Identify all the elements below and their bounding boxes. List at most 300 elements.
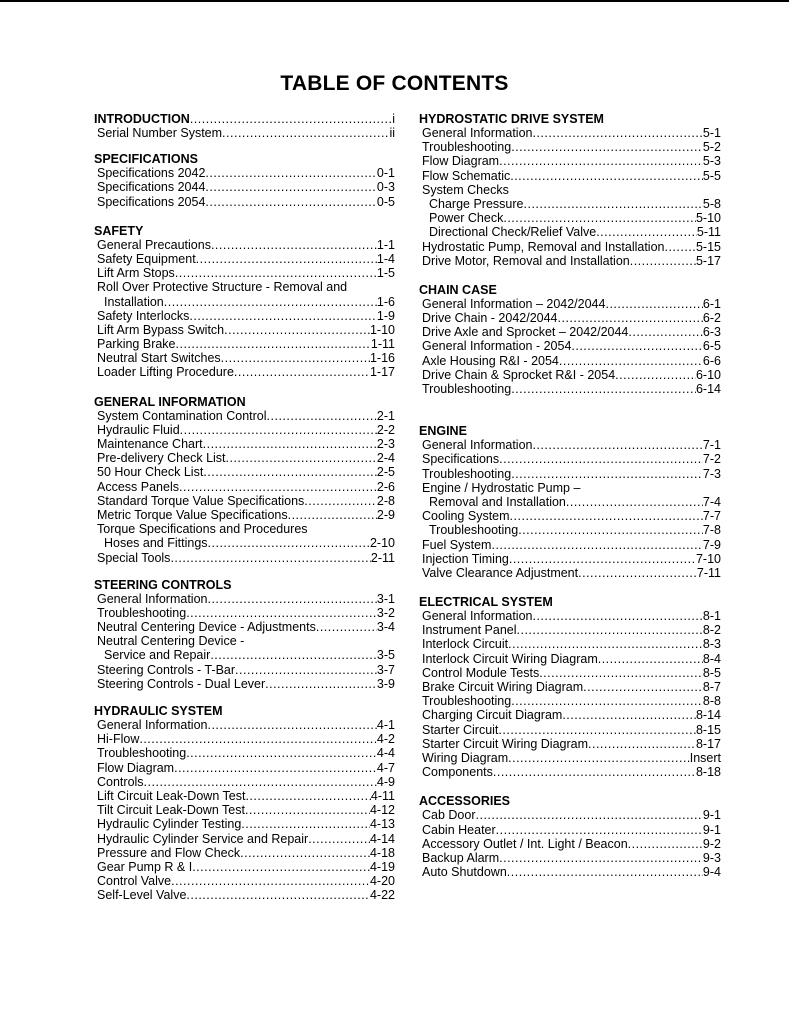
page-number: 9-1	[702, 808, 721, 823]
page-number: 4-19	[369, 859, 395, 874]
entry-label: Lift Circuit Leak-Down Test	[97, 788, 246, 803]
toc-entry[interactable]	[94, 252, 395, 266]
entry-label: Lift Arm Stops	[97, 266, 175, 281]
toc-entry[interactable]	[94, 508, 395, 522]
toc-entry[interactable]	[419, 837, 721, 851]
dot-leader	[559, 354, 703, 368]
toc-entry[interactable]	[94, 423, 395, 437]
toc-entry[interactable]	[419, 297, 721, 311]
entry-label: 50 Hour Check List	[97, 465, 204, 480]
entry-label: Charge Pressure	[429, 196, 524, 211]
page-number: 8-18	[695, 765, 721, 780]
entry-label: Drive Chain - 2042/2044	[422, 311, 558, 326]
section-heading: GENERAL INFORMATION	[94, 394, 246, 409]
dot-leader	[192, 860, 370, 874]
entry-label: Cabin Heater	[422, 822, 496, 837]
dot-leader	[598, 652, 703, 666]
page-number: 5-17	[695, 253, 721, 268]
entry-label: Neutral Centering Device - Adjustments	[97, 620, 316, 635]
dot-leader	[532, 126, 702, 140]
entry-label: Hydrostatic Pump, Removal and Installation	[422, 239, 665, 254]
page-number: 4-12	[369, 803, 395, 818]
page-number: 4-2	[376, 732, 395, 747]
toc-entry[interactable]	[419, 823, 721, 837]
toc-entry[interactable]	[94, 522, 395, 536]
toc-entry[interactable]	[419, 694, 721, 708]
section-heading: CHAIN CASE	[419, 282, 497, 297]
toc-entry[interactable]	[94, 323, 395, 337]
entry-label: Flow Diagram	[97, 760, 175, 775]
toc-entry[interactable]	[94, 888, 395, 902]
toc-entry[interactable]	[419, 126, 721, 140]
dot-leader	[493, 765, 696, 779]
entry-label: Troubleshooting	[97, 605, 187, 620]
page-number: 8-4	[702, 651, 721, 666]
dot-leader	[596, 225, 697, 239]
page-number: 2-4	[376, 451, 395, 466]
toc-entry[interactable]	[419, 552, 721, 566]
dot-leader	[207, 718, 376, 732]
entry-label: General Information	[422, 438, 533, 453]
toc-entry[interactable]	[419, 808, 721, 822]
toc-entry[interactable]	[94, 592, 395, 606]
toc-entry[interactable]	[419, 452, 721, 466]
dot-leader	[170, 551, 370, 565]
entry-label: Specifications	[422, 452, 500, 467]
page-number: 7-9	[702, 537, 721, 552]
dot-leader	[240, 846, 370, 860]
entry-label: General Information	[422, 126, 533, 140]
dot-leader	[566, 495, 703, 509]
page-number: 4-4	[376, 746, 395, 761]
dot-leader	[499, 154, 703, 168]
page-number: 9-1	[702, 822, 721, 837]
entry-label: Troubleshooting	[422, 382, 512, 396]
page-number: 2-2	[376, 422, 395, 437]
toc-entry[interactable]	[419, 368, 721, 382]
page-number: 3-1	[376, 591, 395, 606]
page-number: 4-1	[376, 718, 395, 732]
toc-entry[interactable]	[419, 680, 721, 694]
toc-entry[interactable]	[419, 851, 721, 865]
toc-entry[interactable]	[94, 337, 395, 351]
dot-leader	[628, 837, 703, 851]
dot-leader	[179, 480, 377, 494]
page-number: 6-14	[695, 382, 721, 396]
dot-leader	[205, 166, 377, 180]
toc-entry[interactable]	[94, 195, 395, 209]
dot-leader	[196, 252, 377, 266]
toc-entry[interactable]	[94, 365, 395, 379]
toc-entry[interactable]	[94, 663, 395, 677]
entry-label: Directional Check/Relief Valve	[429, 225, 597, 240]
page-number: 1-11	[370, 337, 395, 352]
entry-label: Troubleshooting	[422, 466, 512, 481]
page-number: 7-11	[696, 565, 721, 580]
page-number: 5-3	[702, 154, 721, 169]
page-number: 5-11	[696, 225, 721, 240]
page-number: 3-7	[376, 662, 395, 677]
entry-label: Lift Arm Bypass Switch	[97, 322, 225, 337]
dot-leader	[517, 623, 703, 637]
entry-label: Neutral Centering Device -	[97, 634, 245, 649]
entry-label: Hydraulic Cylinder Testing	[97, 817, 242, 832]
entry-label: Service and Repair	[104, 648, 211, 663]
dot-leader	[226, 451, 377, 465]
dot-leader	[308, 832, 370, 846]
toc-entry[interactable]	[419, 211, 721, 225]
dot-leader	[139, 732, 377, 746]
dot-leader	[491, 538, 702, 552]
toc-entry[interactable]	[94, 677, 395, 691]
toc-section-safety	[94, 224, 395, 380]
toc-entry[interactable]	[419, 154, 721, 168]
toc-entry[interactable]	[419, 509, 721, 523]
toc-entry[interactable]	[419, 708, 721, 722]
toc-entry[interactable]	[419, 865, 721, 879]
page-number: 5-15	[695, 239, 721, 254]
toc-entry[interactable]	[94, 295, 395, 309]
entry-label: Controls	[97, 774, 144, 789]
page-number: 6-6	[702, 353, 721, 368]
dot-leader	[186, 746, 377, 760]
page-number: 8-1	[702, 609, 721, 624]
dot-leader	[496, 823, 703, 837]
entry-label: Access Panels	[97, 479, 179, 494]
page-number: 3-9	[376, 676, 395, 691]
toc-entry[interactable]	[94, 166, 395, 180]
page-number: 8-7	[702, 680, 721, 694]
section-heading: ENGINE	[419, 424, 467, 439]
entry-label: Injection Timing	[422, 551, 509, 566]
toc-entry[interactable]	[94, 761, 395, 775]
page-number: 7-8	[702, 523, 721, 538]
entry-label: Fuel System	[422, 537, 492, 552]
section-heading: INTRODUCTION	[94, 112, 190, 126]
entry-label: Control Module Tests	[422, 665, 540, 680]
entry-label: Metric Torque Value Specifications	[97, 507, 288, 522]
toc-entry[interactable]	[419, 623, 721, 637]
dot-leader	[186, 606, 377, 620]
entry-label: Tilt Circuit Leak-Down Test	[97, 803, 245, 818]
entry-label: Steering Controls - T-Bar	[97, 662, 236, 677]
dot-leader	[562, 708, 696, 722]
toc-entry[interactable]	[419, 438, 721, 452]
toc-entry[interactable]	[94, 180, 395, 194]
toc-section-hydrostatic-drive-system	[419, 112, 721, 268]
dot-leader	[186, 888, 370, 902]
page-number: 4-14	[369, 831, 395, 846]
toc-entry[interactable]	[94, 451, 395, 465]
toc-entry[interactable]	[94, 551, 395, 565]
dot-leader	[208, 536, 370, 550]
entry-label: Troubleshooting	[422, 140, 512, 155]
page-number: 5-5	[702, 168, 721, 183]
dot-leader	[222, 126, 389, 140]
section-heading: SAFETY	[94, 223, 144, 238]
toc-entry[interactable]	[419, 254, 721, 268]
toc-entry[interactable]	[419, 737, 721, 751]
top-border-line	[0, 0, 789, 2]
dot-leader	[511, 382, 696, 396]
dot-leader	[558, 311, 703, 325]
toc-entry[interactable]	[419, 169, 721, 183]
entry-label: General Information - 2054	[422, 339, 572, 354]
toc-entry[interactable]	[419, 339, 721, 353]
entry-label: Safety Equipment	[97, 251, 196, 266]
toc-entry[interactable]	[419, 197, 721, 211]
toc-entry[interactable]	[419, 652, 721, 666]
dot-leader	[190, 112, 392, 126]
entry-label: Hydraulic Cylinder Service and Repair	[97, 831, 309, 846]
page-number: 5-1	[702, 126, 721, 140]
toc-entry[interactable]	[94, 480, 395, 494]
entry-label: Charging Circuit Diagram	[422, 708, 563, 723]
dot-leader	[588, 737, 696, 751]
page-number: 1-9	[376, 308, 395, 323]
page-number: 8-5	[702, 665, 721, 680]
dot-leader	[205, 180, 377, 194]
toc-entry[interactable]	[419, 495, 721, 509]
dot-leader	[189, 309, 377, 323]
page-number: 2-5	[376, 465, 395, 480]
toc-entry[interactable]	[94, 309, 395, 323]
page-number: 2-8	[376, 493, 395, 508]
page-number: 4-20	[369, 874, 395, 889]
dot-leader	[316, 620, 377, 634]
page-number: 6-10	[695, 367, 721, 382]
entry-label: Components	[422, 765, 493, 780]
entry-label: Brake Circuit Wiring Diagram	[422, 680, 584, 694]
toc-entry[interactable]	[419, 538, 721, 552]
toc-entry[interactable]	[94, 351, 395, 365]
section-heading: HYDRAULIC SYSTEM	[94, 704, 223, 718]
dot-leader	[245, 803, 370, 817]
entry-label: Special Tools	[97, 550, 171, 565]
toc-entry[interactable]	[94, 718, 395, 732]
page-number: 7-1	[702, 438, 721, 453]
entry-label: Standard Torque Value Specifications	[97, 493, 305, 508]
dot-leader	[265, 677, 377, 691]
toc-entry[interactable]	[419, 354, 721, 368]
dot-leader	[176, 337, 371, 351]
dot-leader	[571, 339, 703, 353]
page-number: 1-17	[369, 365, 395, 380]
entry-label: Specifications 2054	[97, 194, 206, 209]
entry-label: Installation	[104, 294, 164, 309]
entry-label: Wiring Diagram	[422, 750, 509, 765]
section-heading: ACCESSORIES	[419, 794, 510, 809]
entry-label: Control Valve	[97, 874, 172, 889]
page-number: Insert	[689, 750, 721, 765]
toc-entry[interactable]	[419, 225, 721, 239]
toc-entry[interactable]	[94, 832, 395, 846]
entry-label: Troubleshooting	[97, 746, 187, 761]
dot-leader	[583, 680, 703, 694]
toc-entry[interactable]	[94, 732, 395, 746]
toc-entry[interactable]	[419, 183, 721, 197]
toc-entry[interactable]	[419, 325, 721, 339]
dot-leader	[628, 325, 703, 339]
page-number: 6-5	[702, 339, 721, 354]
section-heading: STEERING CONTROLS	[94, 577, 232, 592]
toc-entry[interactable]	[419, 382, 721, 396]
toc-entry[interactable]	[94, 803, 395, 817]
page-number: 1-6	[376, 294, 395, 309]
page-number: 1-16	[369, 351, 395, 366]
entry-label: Instrument Panel	[422, 623, 517, 638]
toc-entry[interactable]	[94, 126, 395, 140]
toc-entry[interactable]	[419, 240, 721, 254]
toc-entry[interactable]	[94, 648, 395, 662]
dot-leader	[510, 169, 703, 183]
page-number: 0-1	[376, 166, 395, 181]
toc-entry[interactable]	[419, 523, 721, 537]
toc-entry[interactable]	[419, 467, 721, 481]
page-number: 1-1	[376, 237, 395, 252]
page-number: 3-4	[376, 620, 395, 635]
dot-leader	[211, 238, 377, 252]
toc-entry[interactable]	[94, 606, 395, 620]
toc-right-column	[419, 112, 721, 879]
entry-label: Drive Axle and Sprocket – 2042/2044	[422, 325, 629, 340]
dot-leader	[511, 140, 703, 154]
entry-label: Pre-delivery Check List	[97, 451, 226, 466]
entry-label: Drive Motor, Removal and Installation	[422, 253, 630, 268]
entry-label: Hydraulic Fluid	[97, 422, 180, 437]
toc-entry[interactable]	[419, 311, 721, 325]
entry-label: Specifications 2042	[97, 166, 206, 181]
toc-entry[interactable]	[94, 465, 395, 479]
dot-leader	[241, 817, 370, 831]
dot-leader	[476, 808, 703, 822]
toc-entry[interactable]	[419, 140, 721, 154]
toc-section-specifications	[94, 152, 395, 209]
toc-section-steering-controls	[94, 578, 395, 691]
dot-leader	[508, 751, 690, 765]
page-number: 7-2	[702, 452, 721, 467]
page-number: 7-4	[702, 494, 721, 509]
toc-section-chain-case	[419, 283, 721, 396]
page-number: i	[392, 112, 395, 126]
section-heading-link[interactable]	[94, 112, 395, 126]
entry-label: Self-Level Valve	[97, 888, 187, 903]
page-number: 8-8	[702, 694, 721, 709]
toc-entry[interactable]	[94, 494, 395, 508]
entry-label: Gear Pump R & I	[97, 859, 193, 874]
dot-leader	[267, 409, 377, 423]
dot-leader	[245, 789, 370, 803]
toc-entry[interactable]	[94, 536, 395, 550]
page-number: 5-10	[695, 211, 721, 226]
toc-entry[interactable]	[94, 409, 395, 423]
entry-label: Removal and Installation	[429, 494, 566, 509]
dot-leader	[288, 508, 377, 522]
toc-entry[interactable]	[94, 775, 395, 789]
dot-leader	[224, 323, 370, 337]
page-number: 0-3	[376, 180, 395, 195]
dot-leader	[207, 592, 376, 606]
page-number: 6-2	[702, 311, 721, 326]
dot-leader	[511, 467, 703, 481]
toc-entry[interactable]	[94, 238, 395, 252]
dot-leader	[235, 663, 377, 677]
page-number: 2-6	[376, 479, 395, 494]
toc-entry[interactable]	[419, 566, 721, 580]
page-number: 9-2	[702, 836, 721, 851]
page-number: 9-3	[702, 850, 721, 865]
toc-entry[interactable]	[419, 637, 721, 651]
toc-entry[interactable]	[94, 746, 395, 760]
toc-entry[interactable]	[419, 481, 721, 495]
entry-label: Flow Diagram	[422, 154, 500, 169]
entry-label: Safety Interlocks	[97, 308, 190, 323]
toc-entry[interactable]	[94, 437, 395, 451]
entry-label: General Information	[97, 718, 208, 732]
toc-entry[interactable]	[419, 751, 721, 765]
entry-label: Starter Circuit Wiring Diagram	[422, 736, 589, 751]
dot-leader	[510, 509, 703, 523]
dot-leader	[508, 637, 703, 651]
page-number: 1-4	[376, 251, 395, 266]
entry-label: Auto Shutdown	[422, 865, 507, 880]
page-number: 2-1	[376, 408, 395, 423]
dot-leader	[503, 211, 696, 225]
entry-label: Interlock Circuit	[422, 637, 509, 652]
page-number: 4-11	[370, 788, 395, 803]
dot-leader	[180, 423, 377, 437]
toc-entry[interactable]	[94, 817, 395, 831]
toc-entry[interactable]	[419, 666, 721, 680]
toc-entry[interactable]	[94, 846, 395, 860]
page-number: ii	[389, 126, 395, 140]
page-number: 3-2	[376, 605, 395, 620]
toc-entry[interactable]	[94, 634, 395, 648]
toc-entry[interactable]	[94, 266, 395, 280]
dot-leader	[210, 648, 377, 662]
page-number: 4-22	[369, 888, 395, 903]
dot-leader	[539, 666, 703, 680]
entry-label: Starter Circuit	[422, 722, 499, 737]
entry-label: Torque Specifications and Procedures	[97, 522, 308, 537]
toc-entry[interactable]	[94, 789, 395, 803]
entry-label: Cooling System	[422, 509, 510, 524]
dot-leader	[664, 240, 695, 254]
entry-label: Hoses and Fittings	[104, 536, 208, 551]
dot-leader	[304, 494, 377, 508]
page-number: 8-17	[695, 736, 721, 751]
entry-label: Axle Housing R&I - 2054	[422, 353, 559, 368]
dot-leader	[174, 761, 377, 775]
entry-label: Steering Controls - Dual Lever	[97, 676, 266, 691]
toc-entry[interactable]	[94, 860, 395, 874]
dot-leader	[605, 297, 702, 311]
toc-entry[interactable]	[419, 765, 721, 779]
entry-label: System Contamination Control	[97, 408, 267, 423]
dot-leader	[524, 197, 703, 211]
toc-entry[interactable]	[94, 874, 395, 888]
toc-entry[interactable]	[419, 609, 721, 623]
page-number: 2-11	[370, 550, 395, 565]
dot-leader	[615, 368, 696, 382]
dot-leader	[221, 351, 370, 365]
entry-label: Troubleshooting	[429, 523, 519, 538]
toc-entry[interactable]	[94, 620, 395, 634]
toc-entry[interactable]	[419, 723, 721, 737]
page-number: 4-18	[369, 845, 395, 860]
toc-section-electrical-system	[419, 595, 721, 779]
toc-entry[interactable]	[94, 280, 395, 294]
